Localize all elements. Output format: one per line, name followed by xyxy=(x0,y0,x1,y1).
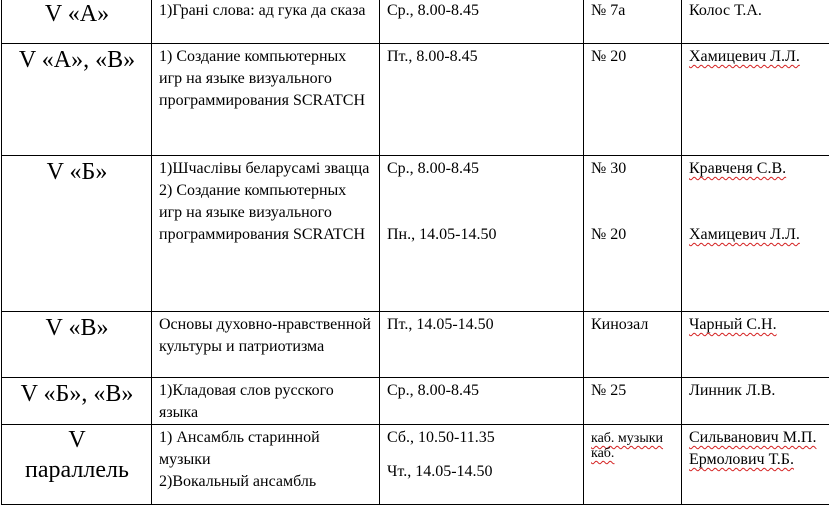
table-row xyxy=(2,0,829,44)
time-cell xyxy=(380,425,584,505)
class-cell: V «А» xyxy=(2,0,152,44)
table-row xyxy=(2,156,829,312)
teacher-1: Сильванович М.П. xyxy=(689,427,823,449)
room-cell xyxy=(584,156,682,312)
time-1: Сб., 10.50-11.35 xyxy=(387,427,577,449)
class-cell: V «В» xyxy=(2,312,152,378)
teacher-name: Хамицевич Л.Л. xyxy=(689,48,800,65)
class-label-line-2: параллель xyxy=(9,455,145,485)
room-2: № 20 xyxy=(591,224,675,246)
class-cell: V «Б», «В» xyxy=(2,378,152,425)
subject-cell xyxy=(152,425,380,505)
teacher-cell xyxy=(682,312,829,378)
subject-cell: 1)Грані слова: ад гука да сказа xyxy=(152,0,380,44)
teacher-cell: Линник Л.В. xyxy=(682,378,829,425)
room-1: № 30 xyxy=(591,158,675,180)
teacher-name: Чарный С.Н. xyxy=(689,316,777,333)
subject-2: 2)Вокальный ансамбль xyxy=(159,471,373,493)
room-cell: № 7а xyxy=(584,0,682,44)
subject-cell: 1)Кладовая слов русского языка xyxy=(152,378,380,425)
subject-cell: Основы духовно-нравственной культуры и патриотизма xyxy=(152,312,380,378)
subject-1: 1)Шчаслівы беларусамі звацца xyxy=(159,158,373,180)
class-cell: V «Б» xyxy=(2,156,152,312)
subject-cell xyxy=(152,156,380,312)
teacher-2: Ермолович Т.Б. xyxy=(689,449,823,471)
time-cell: Ср., 8.00-8.45 xyxy=(380,0,584,44)
time-cell: Ср., 8.00-8.45 xyxy=(380,378,584,425)
schedule-table xyxy=(1,0,829,505)
room-cell: № 25 xyxy=(584,378,682,425)
room-1: каб. музыки xyxy=(591,431,675,446)
teacher-cell xyxy=(682,425,829,505)
time-cell: Пт., 14.05-14.50 xyxy=(380,312,584,378)
room-cell: № 20 xyxy=(584,44,682,156)
teacher-cell: Колос Т.А. xyxy=(682,0,829,44)
subject-1: 1) Ансамбль старинной музыки xyxy=(159,427,373,471)
table-row xyxy=(2,312,829,378)
table-row xyxy=(2,378,829,425)
room-2: каб. xyxy=(591,446,675,461)
time-2: Чт., 14.05-14.50 xyxy=(387,461,577,483)
room-cell xyxy=(584,425,682,505)
time-1: Ср., 8.00-8.45 xyxy=(387,158,577,180)
class-cell xyxy=(2,425,152,505)
teacher-cell xyxy=(682,156,829,312)
class-cell: V «А», «В» xyxy=(2,44,152,156)
teacher-cell xyxy=(682,44,829,156)
time-2: Пн., 14.05-14.50 xyxy=(387,224,577,246)
teacher-2: Хамицевич Л.Л. xyxy=(689,224,823,246)
table-row xyxy=(2,425,829,505)
room-cell: Кинозал xyxy=(584,312,682,378)
time-cell xyxy=(380,156,584,312)
subject-cell: 1) Создание компьютерных игр на языке визуального программирования SCRATCH xyxy=(152,44,380,156)
class-label-line-1: V xyxy=(9,425,145,455)
teacher-1: Кравченя С.В. xyxy=(689,158,823,180)
table-row xyxy=(2,44,829,156)
subject-2: 2) Создание компьютерных игр на языке визуального программирования SCRATCH xyxy=(159,180,373,246)
time-cell: Пт., 8.00-8.45 xyxy=(380,44,584,156)
